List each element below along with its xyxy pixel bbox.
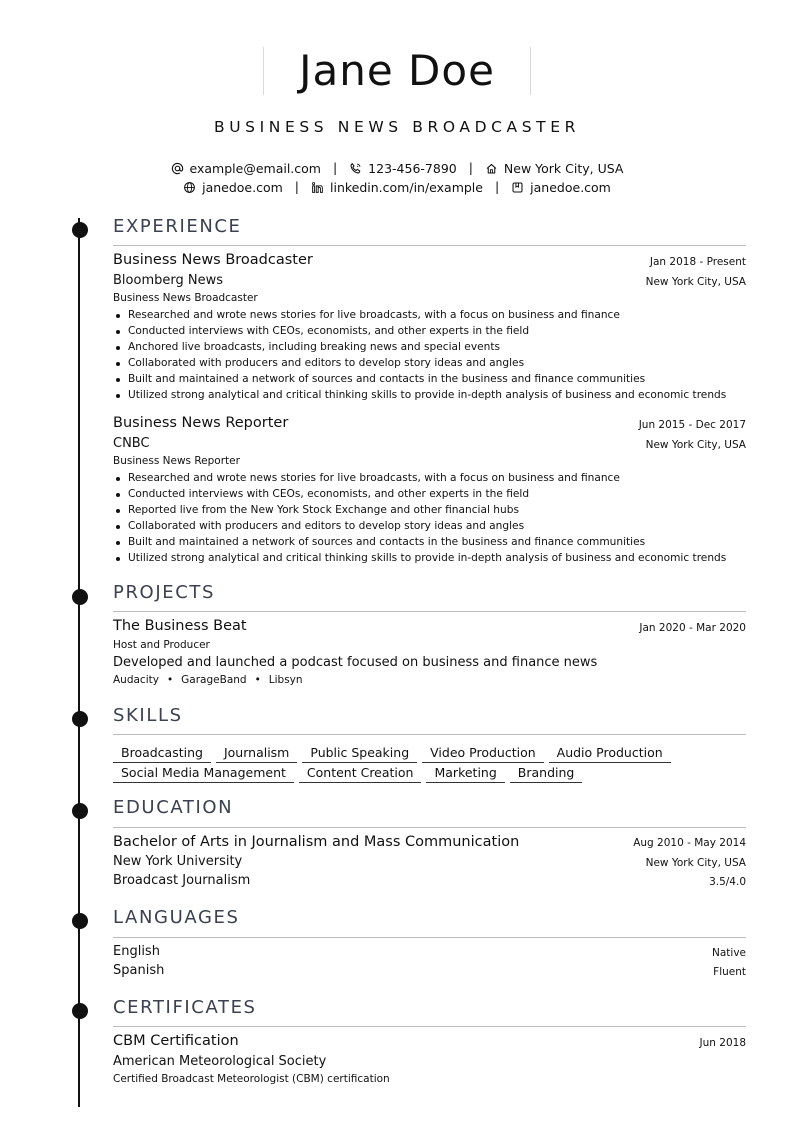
website-text: janedoe.com: [202, 180, 283, 195]
certificate-name: CBM Certification: [113, 1033, 239, 1049]
home-icon: [485, 162, 498, 175]
list-item: Anchored live broadcasts, including breaking news and special events: [113, 339, 726, 355]
skill-tag: Broadcasting: [113, 745, 211, 763]
contact-website[interactable]: [183, 180, 283, 195]
list-item: Researched and wrote news stories for live broadcasts, with a focus on business and finance: [113, 307, 726, 323]
section-divider: [113, 245, 746, 246]
keyword-separator: •: [166, 674, 174, 686]
school-location: New York City, USA: [645, 857, 746, 869]
linkedin-icon: [311, 181, 324, 194]
name-frame: [263, 47, 531, 95]
contact-row-2: [0, 179, 794, 195]
section-title-education: EDUCATION: [113, 797, 234, 818]
portfolio-icon: [511, 181, 524, 194]
contact-separator: |: [494, 179, 500, 194]
list-item: Conducted interviews with CEOs, economists, and other experts in the field: [113, 323, 726, 339]
skill-row: [113, 742, 753, 762]
contact-separator: |: [294, 179, 300, 194]
project-title: The Business Beat: [113, 618, 247, 634]
skill-tag: Content Creation: [299, 765, 422, 783]
contact-separator: |: [332, 160, 338, 175]
job-title: Business News Reporter: [113, 415, 289, 431]
section-title-certificates: CERTIFICATES: [113, 997, 257, 1018]
language-fluency: Native: [712, 947, 746, 959]
job-title: Business News Broadcaster: [113, 252, 313, 268]
language-name: English: [113, 944, 160, 959]
section-title-experience: EXPERIENCE: [113, 216, 242, 237]
section-divider: [113, 611, 746, 612]
contact-separator: |: [468, 160, 473, 175]
list-item: Utilized strong analytical and critical thinking skills to provide in-depth analysis of business and economic trends: [113, 387, 726, 403]
linkedin-text: linkedin.com/in/example: [330, 180, 483, 195]
skill-tag: Journalism: [216, 745, 297, 763]
full-name: Jane Doe: [299, 46, 495, 95]
section-divider: [113, 734, 746, 735]
language-name: Spanish: [113, 963, 165, 978]
language-fluency: Fluent: [713, 966, 746, 978]
timeline-dot: [72, 1003, 88, 1019]
job-location: New York City, USA: [645, 439, 746, 451]
portfolio-text: janedoe.com: [530, 180, 611, 195]
company-name: CNBC: [113, 436, 150, 451]
study-area: Broadcast Journalism: [113, 873, 251, 888]
list-item: Reported live from the New York Stock Exchange and other financial hubs: [113, 502, 726, 518]
job-location: New York City, USA: [645, 276, 746, 288]
contact-location: [485, 161, 624, 176]
timeline-dot: [72, 711, 88, 727]
section-title-skills: SKILLS: [113, 705, 183, 726]
job-bullets: [113, 470, 726, 566]
timeline-dot: [72, 222, 88, 238]
job-dates: Jun 2015 - Dec 2017: [638, 419, 746, 431]
timeline-line: [78, 218, 80, 1107]
list-item: Collaborated with producers and editors to develop story ideas and angles: [113, 355, 726, 371]
contact-linkedin[interactable]: [311, 180, 483, 195]
job-subtitle: Business News Broadcaster: [113, 292, 258, 304]
timeline-dot: [72, 803, 88, 819]
phone-icon: [349, 162, 362, 175]
certificate-summary: Certified Broadcast Meteorologist (CBM) certification: [113, 1073, 390, 1085]
skill-tag: Audio Production: [549, 745, 671, 763]
skill-tag: Branding: [510, 765, 583, 783]
at-icon: [171, 162, 184, 175]
section-divider: [113, 827, 746, 828]
list-item: Utilized strong analytical and critical thinking skills to provide in-depth analysis of business and economic trends: [113, 550, 726, 566]
globe-icon: [183, 181, 196, 194]
certificate-issuer: American Meteorological Society: [113, 1054, 327, 1069]
project-dates: Jan 2020 - Mar 2020: [639, 622, 746, 634]
skill-tag: Video Production: [422, 745, 544, 763]
phone-text: 123-456-7890: [368, 161, 457, 176]
skill-tag: Marketing: [426, 765, 504, 783]
location-text: New York City, USA: [503, 161, 624, 176]
project-description: Developed and launched a podcast focused on business and finance news: [113, 655, 598, 670]
project-role: Host and Producer: [113, 639, 210, 651]
keyword-separator: •: [254, 674, 261, 686]
section-divider: [113, 1026, 746, 1027]
skill-tag: Public Speaking: [302, 745, 417, 763]
section-title-languages: LANGUAGES: [113, 907, 240, 928]
list-item: Conducted interviews with CEOs, economists, and other experts in the field: [113, 486, 726, 502]
section-divider: [113, 937, 746, 938]
job-subtitle: Business News Reporter: [113, 455, 240, 467]
certificate-date: Jun 2018: [699, 1037, 746, 1049]
list-item: Collaborated with producers and editors to develop story ideas and angles: [113, 518, 726, 534]
list-item: Researched and wrote news stories for live broadcasts, with a focus on business and finance: [113, 470, 726, 486]
email-text: example@email.com: [189, 161, 321, 176]
job-dates: Jan 2018 - Present: [649, 256, 746, 268]
school-name: New York University: [113, 854, 243, 869]
keyword: GarageBand: [181, 674, 247, 686]
contact-portfolio[interactable]: [511, 180, 611, 195]
headline: BUSINESS NEWS BROADCASTER: [213, 118, 581, 136]
timeline-dot: [72, 589, 88, 605]
contact-phone[interactable]: [349, 161, 457, 176]
section-title-projects: PROJECTS: [113, 582, 216, 603]
project-keywords: [113, 674, 303, 686]
skills-list: [113, 742, 753, 782]
job-bullets: [113, 307, 726, 403]
contact-row-1: [0, 160, 794, 176]
keyword: Audacity: [113, 674, 159, 686]
contact-email[interactable]: [171, 161, 321, 176]
company-name: Bloomberg News: [113, 273, 223, 288]
keyword: Libsyn: [268, 674, 303, 686]
gpa-score: 3.5/4.0: [709, 876, 746, 888]
skill-tag: Social Media Management: [113, 765, 294, 783]
list-item: Built and maintained a network of sources and contacts in the business and finance communities: [113, 371, 726, 387]
skill-row: [113, 762, 753, 782]
education-dates: Aug 2010 - May 2014: [633, 837, 746, 849]
degree-title: Bachelor of Arts in Journalism and Mass Communication: [113, 834, 520, 850]
timeline-dot: [72, 913, 88, 929]
list-item: Built and maintained a network of sources and contacts in the business and finance communities: [113, 534, 726, 550]
